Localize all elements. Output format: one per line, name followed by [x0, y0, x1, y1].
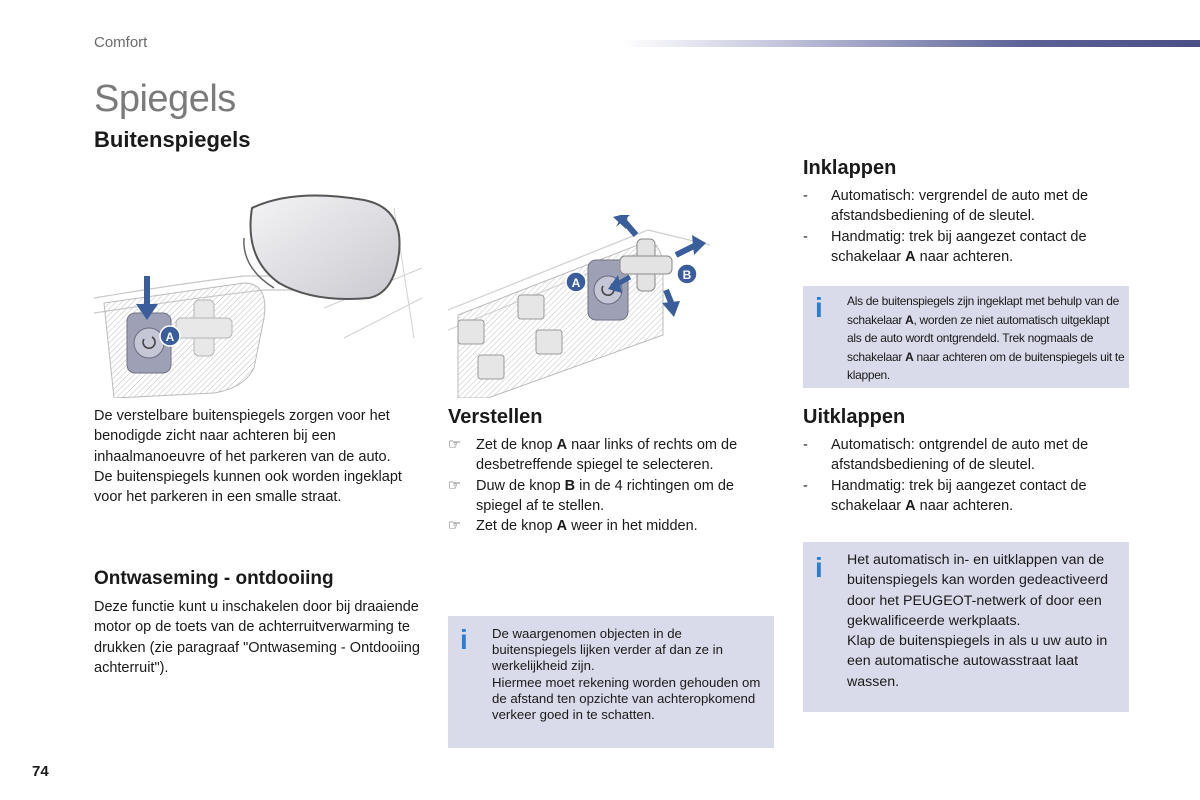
label-a-badge: A	[165, 330, 175, 344]
adjust-heading: Verstellen	[448, 406, 543, 428]
defrost-text: Deze functie kunt u inschakelen door bij draaiende motor op de toets van de achterruitverwarming te drukken (zie paragraaf "Ontwaseming - Ontdooiing achterruit").	[94, 599, 420, 676]
unfold-list	[803, 435, 1123, 516]
unfold-info-text: Het automatisch in- en uitklappen van de buitenspiegels kan worden gedeactiveerd door het PEUGEOT-netwerk of door een gekwalificeerde werkplaats. Klap de buitenspiegels in als u uw auto in een automatische autowasstraat laat wassen.	[847, 552, 1109, 690]
window-switch-illustration	[448, 215, 710, 398]
label-a-badge-2: A	[571, 276, 581, 290]
hand-bullet-icon: ☞	[448, 477, 461, 494]
list-item: - Handmatig: trek bij aangezet contact de schakelaar A naar achteren.	[803, 228, 1087, 265]
page-title: Spiegels	[94, 78, 236, 120]
info-icon: i	[460, 624, 468, 655]
section-label: Comfort	[94, 34, 148, 51]
list-item: - Automatisch: vergrendel de auto met de afstandsbediening of de sleutel.	[803, 188, 1089, 225]
header-accent-bar	[622, 40, 1200, 47]
list-item: - Handmatig: trek bij aangezet contact de schakelaar A naar achteren.	[803, 477, 1087, 514]
list-item: ☞ Duw de knop B in de 4 richtingen om de spiegel af te stellen.	[448, 477, 734, 514]
adjust-info-box	[448, 616, 774, 748]
page-number: 74	[32, 763, 49, 780]
unfold-heading: Uitklappen	[803, 406, 906, 428]
fold-info-text: Als de buitenspiegels zijn ingeklapt met behulp van de schakelaar A, worden ze niet automatisch uitgeklapt als de auto wordt ontgrendeld. Trek nogmaals de schakelaar A naar achteren om de buitenspiegels uit te klappen.	[847, 294, 1125, 382]
intro-text: De verstelbare buitenspiegels zorgen voor het benodigde zicht naar achteren bij een inhaalmanoeuvre of het parkeren van de auto. De buitenspiegels kunnen ook worden ingeklapt voor het parkeren in een smalle straat.	[94, 408, 402, 506]
fold-heading: Inklappen	[803, 157, 897, 179]
fold-info-box	[803, 286, 1129, 388]
adjust-list	[448, 435, 763, 536]
info-icon: i	[815, 292, 823, 323]
section-heading: Buitenspiegels	[94, 127, 251, 152]
list-item: ☞ Zet de knop A weer in het midden.	[448, 516, 763, 536]
adjust-info-text: De waargenomen objecten in de buitenspiegels lijken verder af dan ze in werkelijkheid zijn. Hiermee moet rekening worden gehouden om de afstand ten opzichte van achteropkomend verkeer goed in te schatten.	[492, 626, 761, 723]
defrost-heading: Ontwaseming - ontdooiing	[94, 568, 334, 589]
info-icon: i	[815, 552, 823, 583]
unfold-info-box	[803, 542, 1129, 712]
hand-bullet-icon: ☞	[448, 518, 461, 535]
mirror-switch-illustration	[94, 188, 422, 398]
list-item: - Automatisch: ontgrendel de auto met de afstandsbediening of de sleutel.	[803, 437, 1089, 474]
hand-bullet-icon: ☞	[448, 437, 461, 453]
label-b-badge: B	[682, 268, 692, 282]
list-item: ☞ Zet de knop A naar links of rechts om de desbetreffende spiegel te selecteren.	[448, 437, 738, 474]
fold-list	[803, 186, 1123, 267]
